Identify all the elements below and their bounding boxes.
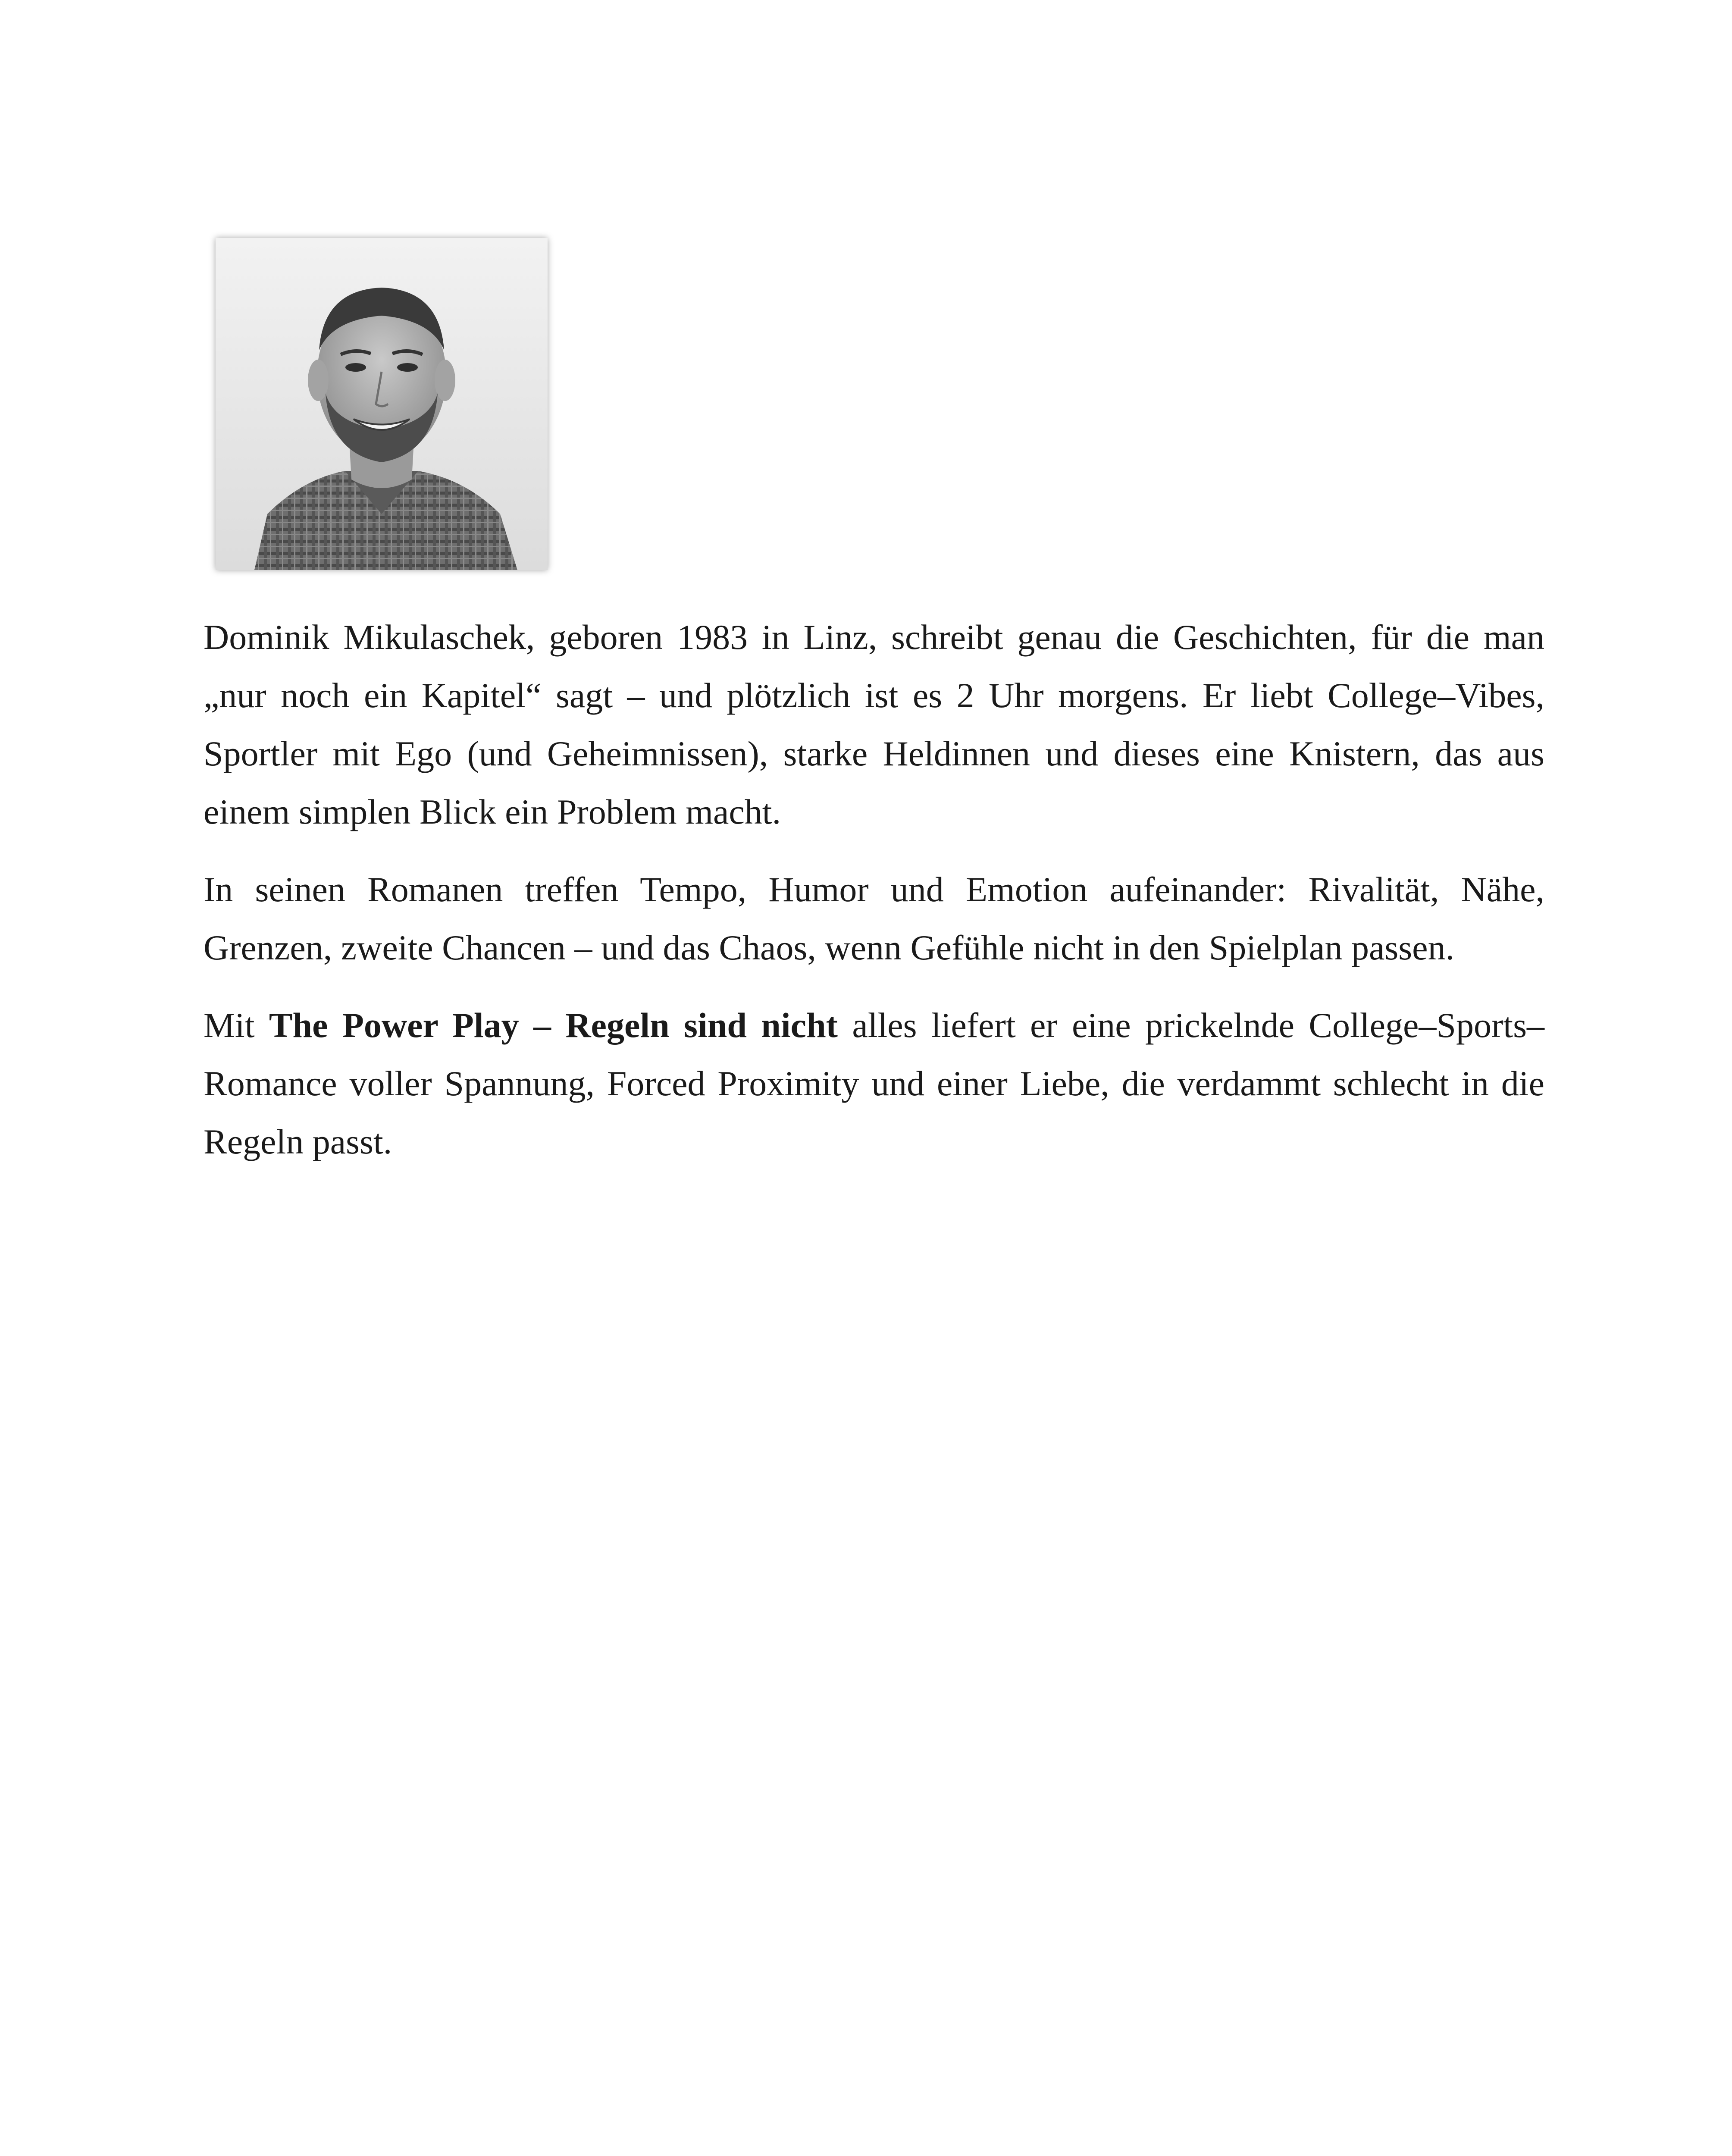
bio-paragraph-1: Dominik Mikulaschek, geboren 1983 in Linz, schreibt genau die Geschichten, für die man „nur noch ein Kapitel“ sagt – und plötzlich ist es 2 Uhr morgens. Er liebt College–Vibes, Sportler mit Ego (und Geheimnissen), starke Heldinnen und dieses eine Knistern, das aus einem simplen Blick ein Problem macht. — [204, 617, 1544, 831]
bio-paragraph-3 — [204, 996, 1544, 1171]
author-photo — [216, 238, 548, 570]
author-biography — [204, 608, 1544, 1190]
bio-paragraph-3-prefix: Mit — [204, 1006, 269, 1045]
bio-paragraph-3-suffix: alles liefert er eine prickelnde College–Sports–Romance voller Spannung, Forced Proximity und einer Liebe, die verdammt schlecht in die Regeln passt. — [204, 1006, 1544, 1161]
bio-paragraph-2: In seinen Romanen treffen Tempo, Humor und Emotion aufeinander: Rivalität, Nähe, Grenzen, zweite Chancen – und das Chaos, wenn Gefühle nicht in den Spielplan passen. — [204, 870, 1544, 967]
book-title: The Power Play – Regeln sind nicht — [269, 1006, 838, 1045]
author-portrait-image — [216, 238, 548, 570]
